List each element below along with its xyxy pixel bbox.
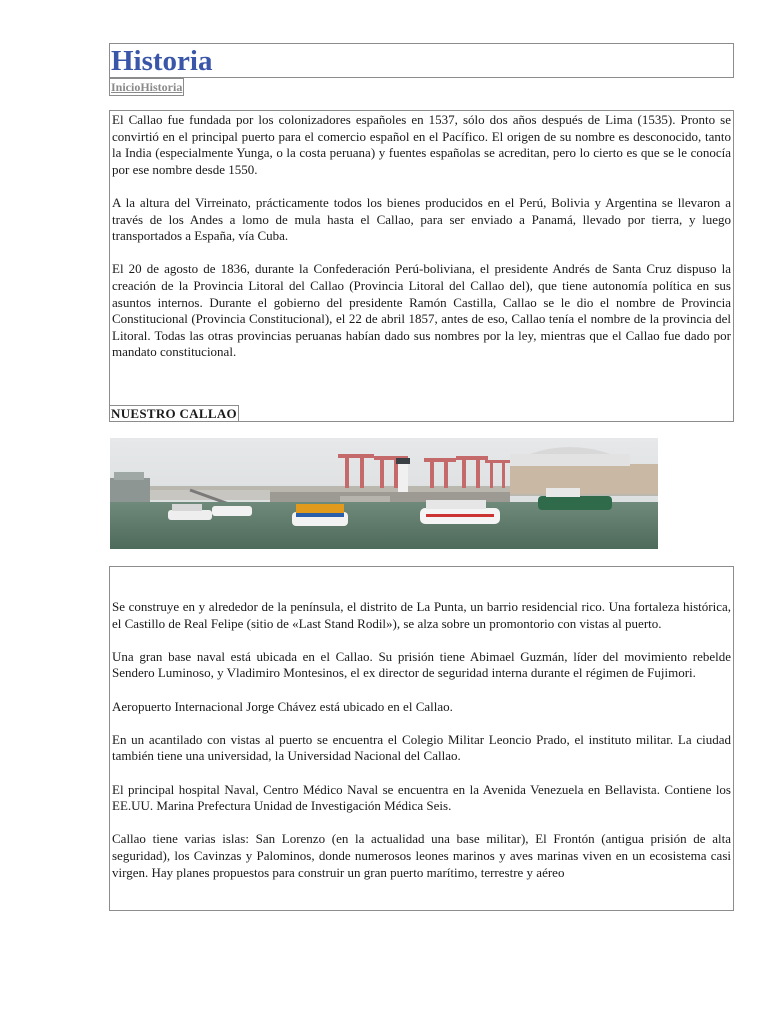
info-paragraph: El principal hospital Naval, Centro Médico Naval se encuentra en la Avenida Venezuela en Bellavista. Contiene los EE.UU. Marina Prefectura Unidad de Investigación Médica Seis. bbox=[112, 781, 731, 814]
info-paragraph: Una gran base naval está ubicada en el Callao. Su prisión tiene Abimael Guzmán, líder del movimiento rebelde Sendero Luminoso, y Vladimiro Montesinos, el ex director de seguridad interna durante el régimen de Fujimori. bbox=[112, 648, 731, 681]
history-paragraph: El Callao fue fundada por los colonizadores españoles en 1537, sólo dos años después de Lima (1535). Pronto se convirtió en el principal puerto para el comercio español en el Pacífico. El origen de su nombre es desconocido, tanto la India (especialmente Yunga, o la costa peruana) y fuentes españolas se acreditan, pero lo cierto es que se le conocía por ese nombre desde 1550. bbox=[112, 112, 731, 177]
page-title-box bbox=[109, 43, 734, 78]
breadcrumb bbox=[109, 78, 184, 96]
callao-port-photo bbox=[110, 438, 658, 549]
breadcrumb-current-link[interactable]: Historia bbox=[140, 80, 183, 94]
info-paragraph: Aeropuerto Internacional Jorge Chávez está ubicado en el Callao. bbox=[112, 698, 453, 714]
section-heading-nuestro-callao: NUESTRO CALLAO bbox=[111, 406, 237, 421]
history-paragraph: A la altura del Virreinato, prácticamente todos los bienes producidos en el Perú, Bolivia y Argentina se llevaron a través de los Andes a lomo de mula hasta el Callao, para ser enviado a Panamá, llevado por tierra, y luego transportados a España, vía Cuba. bbox=[112, 194, 731, 244]
breadcrumb-home-link[interactable]: Inicio bbox=[111, 80, 141, 94]
info-paragraph: Se construye en y alrededor de la península, el distrito de La Punta, un barrio residencial rico. Una fortaleza histórica, el Castillo de Real Felipe (sitio de «Last Stand Rodil»), se alza sobre un promontorio con vistas al puerto. bbox=[112, 599, 731, 631]
history-paragraph: El 20 de agosto de 1836, durante la Confederación Perú-boliviana, el presidente Andrés de Santa Cruz dispuso la creación de la Provincia Litoral del Callao (Provincia Litoral del Callao del), que tiene autonomía política en sus asuntos internos. Durante el gobierno del presidente Ramón Castilla, Callao se le dio el nombre de Provincia Constitucional (Provincia Constitucional), el 22 de abril 1857, antes de eso, Callao tenía el nombre de la provincia del Litoral. Todas las otras provincias peruanas habían dado sus nombres por la ley, mientras que el Callao fue dado por mandato constitucional. bbox=[112, 261, 731, 360]
info-paragraph: Callao tiene varias islas: San Lorenzo (en la actualidad una base militar), El Frontón (antigua prisión de alta seguridad), los Cavinzas y Palominos, donde numerosos leones marinos y aves marinas viven en un ecosistema casi virgen. Hay planes propuestos para construir un gran puerto marítimo, terrestre y aéreo bbox=[112, 831, 731, 880]
page-title: Historia bbox=[111, 45, 213, 77]
info-section bbox=[109, 566, 734, 911]
info-paragraph: En un acantilado con vistas al puerto se encuentra el Colegio Militar Leoncio Prado, el instituto militar. La ciudad también tiene una universidad, la Universidad Nacional del Callao. bbox=[112, 731, 731, 764]
history-section bbox=[109, 110, 734, 422]
